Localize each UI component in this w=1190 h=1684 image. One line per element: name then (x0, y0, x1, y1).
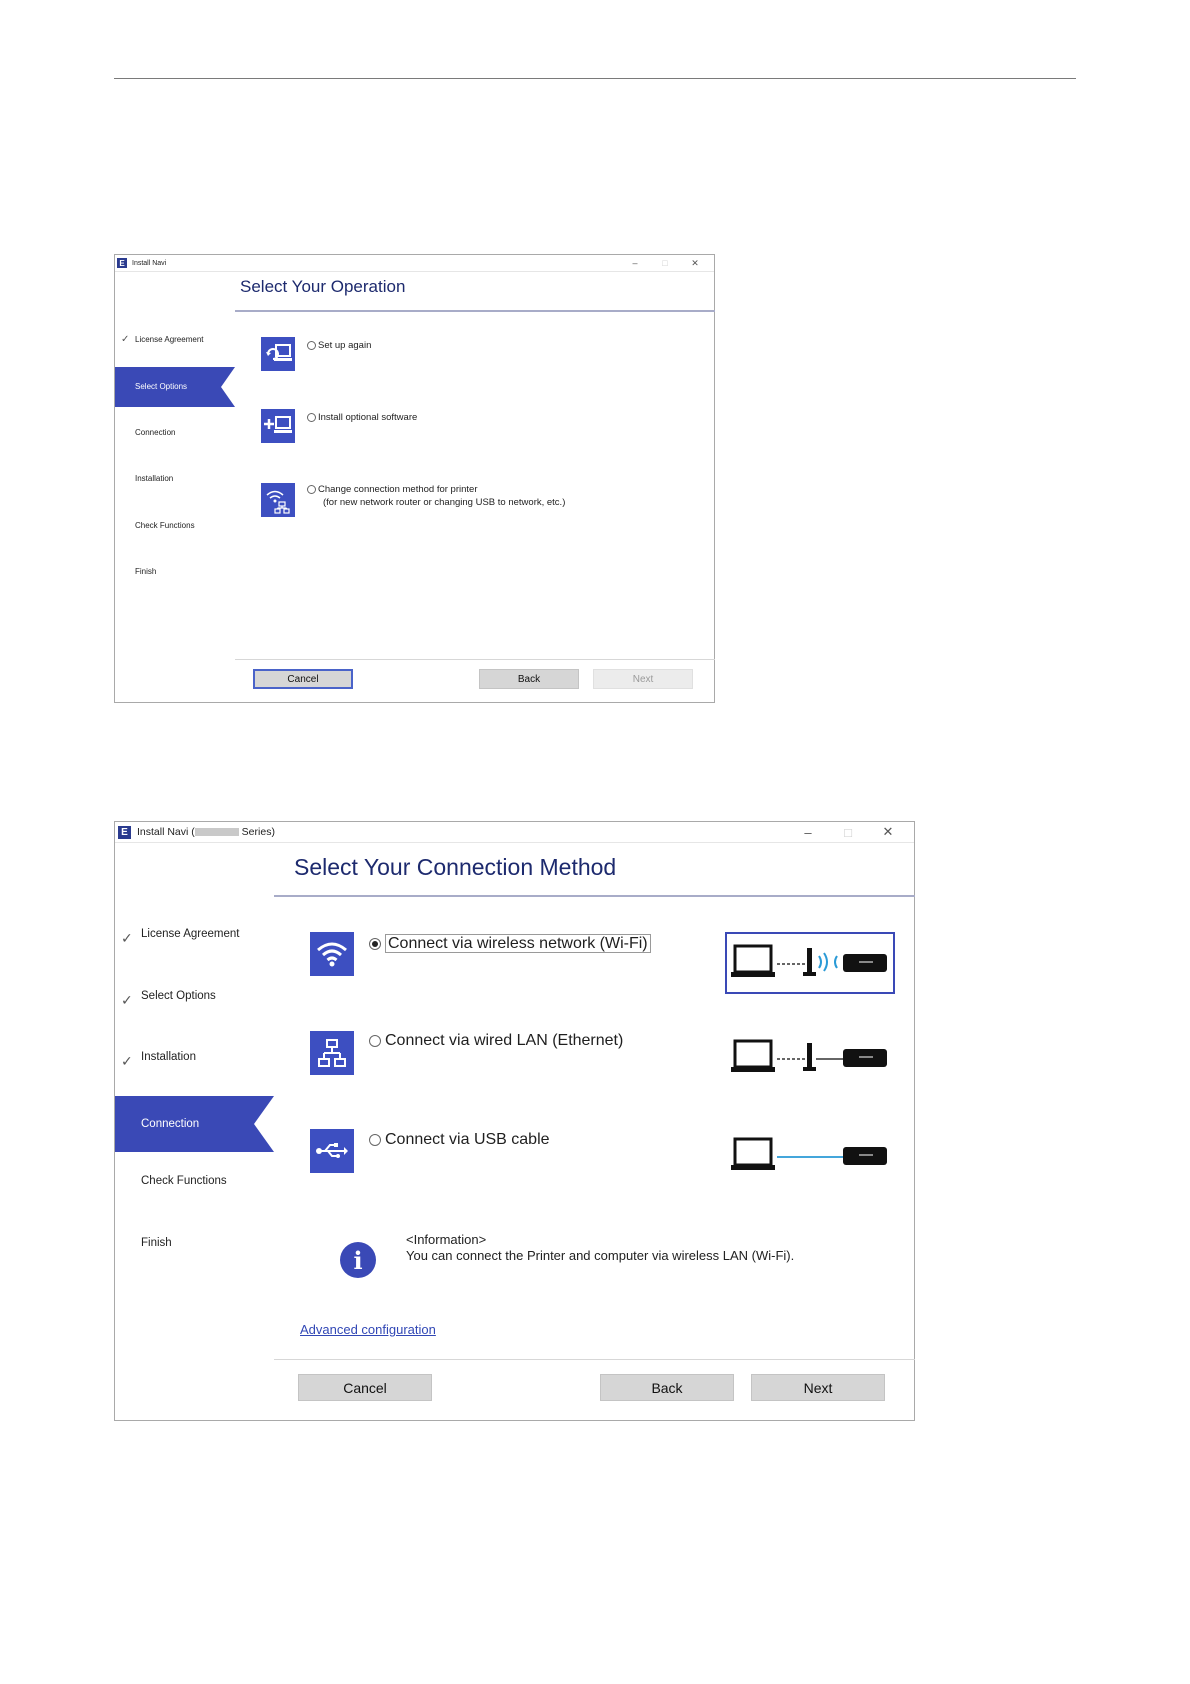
option-install-optional-software[interactable] (307, 411, 417, 424)
network-icon (310, 1031, 354, 1075)
install-software-icon (261, 409, 295, 443)
heading-divider (274, 895, 915, 897)
sidebar-item-check-functions (115, 1153, 274, 1209)
redacted-model-name (195, 828, 239, 836)
sidebar-item-finish (115, 1215, 274, 1271)
option-connect-usb[interactable] (369, 1130, 550, 1150)
sidebar-item-license-agreement (115, 320, 235, 360)
information-heading: <Information> (406, 1232, 487, 1247)
option-sublabel: (for new network router or changing USB to network, etc.) (323, 497, 566, 508)
back-button[interactable]: Back (600, 1374, 734, 1401)
wifi-connection-illustration (725, 932, 895, 994)
maximize-button[interactable]: □ (662, 258, 668, 268)
sidebar-item-select-options (115, 968, 274, 1024)
footer-divider (274, 1359, 915, 1360)
sidebar-item-label: Installation (135, 474, 174, 483)
heading-divider (235, 310, 715, 312)
option-connect-ethernet[interactable] (369, 1031, 623, 1051)
cancel-button[interactable]: Cancel (253, 669, 353, 689)
sidebar-item-installation (115, 459, 235, 499)
back-button[interactable]: Back (479, 669, 579, 689)
option-connect-wifi[interactable] (369, 934, 651, 954)
sidebar-item-label: License Agreement (141, 928, 240, 940)
option-label: Install optional software (318, 412, 418, 423)
option-label: Connect via wireless network (Wi-Fi) (385, 934, 651, 953)
sidebar-item-label: Select Options (135, 382, 188, 391)
close-button[interactable]: ✕ (691, 257, 699, 268)
page-header-rule (114, 78, 1076, 79)
wifi-icon (310, 932, 354, 976)
sidebar-item-installation (115, 1029, 274, 1085)
advanced-configuration-link[interactable]: Advanced configuration (300, 1322, 436, 1337)
install-navi-window-connection-method (114, 821, 915, 1421)
window-title: Install Navi (132, 259, 167, 267)
option-label: Set up again (318, 340, 372, 351)
window-controls (620, 255, 710, 271)
radio-button[interactable] (307, 485, 316, 494)
sidebar-item-check-functions (115, 506, 235, 546)
sidebar-item-label: License Agreement (135, 335, 204, 344)
information-text: You can connect the Printer and computer via wireless LAN (Wi-Fi). (406, 1248, 795, 1263)
sidebar-item-label: Check Functions (141, 1175, 227, 1187)
option-change-connection-method[interactable] (307, 483, 565, 509)
check-icon: ✓ (121, 992, 133, 1008)
check-icon: ✓ (121, 1053, 133, 1069)
page-title: Select Your Operation (240, 277, 406, 296)
radio-button[interactable] (369, 1134, 381, 1146)
next-button[interactable]: Next (751, 1374, 885, 1401)
option-label: Change connection method for printer (318, 484, 478, 495)
info-icon: i (340, 1242, 376, 1278)
radio-button[interactable] (369, 1035, 381, 1047)
app-logo-icon: E (118, 826, 131, 839)
footer-divider (235, 659, 715, 660)
cancel-button[interactable]: Cancel (298, 1374, 432, 1401)
ethernet-connection-illustration (727, 1029, 893, 1087)
sidebar-item-label: Connection (135, 428, 176, 437)
radio-button[interactable] (369, 938, 381, 950)
page-title: Select Your Connection Method (294, 854, 617, 880)
sidebar-item-connection (115, 413, 235, 453)
radio-button[interactable] (307, 413, 316, 422)
close-button[interactable]: ✕ (882, 824, 894, 839)
window-controls (788, 822, 908, 842)
option-set-up-again[interactable] (307, 339, 371, 352)
sidebar-item-label: Finish (135, 567, 157, 576)
setup-again-icon (261, 337, 295, 371)
sidebar-item-license-agreement (115, 906, 274, 962)
usb-connection-illustration (727, 1127, 893, 1185)
app-logo-icon: E (117, 258, 127, 268)
sidebar-item-finish (115, 552, 235, 592)
option-label: Connect via USB cable (385, 1131, 550, 1148)
minimize-button[interactable]: – (804, 824, 812, 840)
sidebar-item-select-options (115, 367, 235, 407)
change-connection-icon (261, 483, 295, 517)
maximize-button[interactable]: □ (844, 824, 852, 840)
next-button[interactable]: Next (593, 669, 693, 689)
option-label: Connect via wired LAN (Ethernet) (385, 1032, 624, 1049)
window-title-suffix: Series) (238, 826, 275, 838)
minimize-button[interactable]: – (632, 258, 638, 268)
sidebar-item-label: Check Functions (135, 521, 195, 530)
sidebar-item-connection (115, 1096, 274, 1152)
check-icon: ✓ (121, 334, 130, 345)
usb-icon (310, 1129, 354, 1173)
radio-button[interactable] (307, 341, 316, 350)
sidebar-item-label: Connection (141, 1118, 200, 1130)
check-icon: ✓ (121, 930, 133, 946)
sidebar-item-label: Installation (141, 1051, 196, 1063)
window-title-prefix: Install Navi ( (137, 826, 195, 838)
install-navi-window-select-operation (114, 254, 715, 703)
window-title (137, 826, 275, 838)
information-block (406, 1232, 794, 1264)
sidebar-item-label: Select Options (141, 990, 216, 1002)
sidebar-item-label: Finish (141, 1237, 172, 1249)
